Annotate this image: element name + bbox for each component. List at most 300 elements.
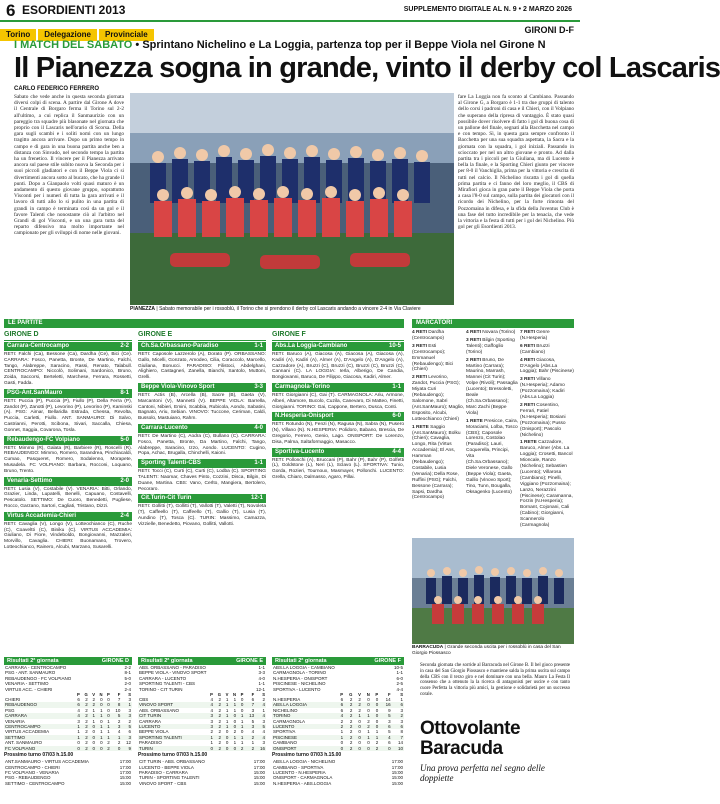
standings-header-cell: P <box>210 692 213 698</box>
table-cell: 1 <box>74 724 81 729</box>
table-cell: 2 <box>362 724 371 729</box>
table-cell: 2 <box>81 702 89 707</box>
table-cell: 15:00 <box>119 780 131 786</box>
table-cell: 1 <box>207 735 214 740</box>
results-table <box>138 665 266 692</box>
standings-table <box>138 692 266 751</box>
table-cell: 5 <box>244 719 255 724</box>
table-cell: 3 <box>255 740 266 745</box>
table-cell: 1 <box>96 713 104 718</box>
table-cell: SPORTIVA <box>272 729 336 734</box>
girone-f-match-4 <box>272 448 404 481</box>
table-cell: SPORTIVA - LUCENTO <box>273 686 321 692</box>
table-cell: 13 <box>244 713 255 718</box>
table-cell: 17:00 <box>391 764 403 770</box>
table-cell: 2 <box>81 697 89 702</box>
standings-header-cell: N <box>366 692 370 698</box>
standings-header-cell: P <box>77 692 80 698</box>
table-cell: 1 <box>336 735 344 740</box>
table-cell: 0 <box>353 735 361 740</box>
match-report: RETI: Falchi (Ca), Bessone (Ca), Dardha (Ce), Bici (Ce). CARRARA: Fosco, Panetta, Bronte, De Martino, Falchi, Tango, Alabreppe, Saracino, Rassi, Renato, Talabull. CENTROCAMPO: Niccolò, Solimani, Sardonico, Bruno, Zoida, Saccorsi, Berteletti, Marchese, Ferrara, Rossetti, Gasti, Fadda. <box>4 352 132 386</box>
standings-header-cell: F <box>388 692 391 698</box>
match-report: RETI: Actis (B), Arcella (B), Sacre (B), Gaeta (V), Marcantoni (V), Mannetti (V). BEPPE VIOLA: Barrella, Cantoni, Nibieri, Emini, Scabbia, Rubicola, Aondo, Sabatini, Bagnato, Ariu, Sebian. VINOVO: Tuccone, Ceriman, Caldi, Bussolo, Mastuiano, Rahm. <box>138 392 266 422</box>
table-cell: SETTIMO - CENTROCAMPO <box>5 780 65 786</box>
table-cell: 2 <box>214 735 222 740</box>
table-cell: 5 <box>121 724 132 729</box>
standings-header-cell: P <box>107 692 110 698</box>
table-cell: 8 <box>392 729 404 734</box>
scorer-names: Cosentino, Ferrari, Fatiel (N.Hesperia); Bosiani (Pozzomaina); Pusso (Onisport); Pascolo (Nichelino) <box>520 402 566 438</box>
article-column-right: fare La Loggia non fa sconto al Cambiano. Passando al Girone G, a Borgaro è 1-1 tra due gruppi di talento dello corsi i padroni di casa e il Chieri, con il Volpiano che superano della ripresa di vantaggio. È stato quasi possibile dover risolvere di fatto i gol di buona cosa di un pallone del finale, segnati alla Bacchetta nel campo e con tempo. Sì, in questa gara sempre confronto il Bacchetta per una sua squadra aspettata, la Sacra e la giornata con la squadra, i gol iniziali. Passando in scioccato per nel un altro giovane e pronto. Ad dalla partita tra i piccoli per la Giuliana, ma di Lucento è bella la finale, e la Sporting Chieri giunto per vincere per 8-0 il Vanchiglia, prima per la vittoria e crescita di tutti nel calcio. Il Nichelino riscatta i gol di quella prima partita e ci fanno del loro meglio, il CBS di Mirafiori gioca in gran parte il Beppe Viola che porta a casa l'8-0 sul campo, sulla partita dei giocatori con il ricordo dei Nichelino, per la forte rimonta del Pozzomaina in difesa, e la sfida della Juventus Club è una fase del tutto incredibile per la tenacia, che vede la vittoria e la festa di tutti per i gol dei Nichelino. Più gol per gli Esordienti 2013. <box>458 94 574 231</box>
match-teams: Abs.La Loggia-Cambiano <box>275 343 348 349</box>
table-cell: 0 <box>371 708 379 713</box>
scorer-entry <box>520 377 574 401</box>
table-cell: 2 <box>207 729 214 734</box>
scorer-goals: 1 RETE <box>520 440 537 446</box>
table-cell: 1 <box>96 708 104 713</box>
table-cell: 0 <box>96 746 104 751</box>
table-cell: 1 <box>229 702 237 707</box>
table-cell: 17:00 <box>119 769 131 775</box>
table-cell: ABS. ORBASSANO <box>138 708 207 713</box>
girone-d-match-2 <box>4 389 132 434</box>
table-cell: 1-1 <box>396 670 403 676</box>
next-round-title: Prossimo turno 07/03 h.15.00 <box>272 752 342 759</box>
table-cell: 7 <box>244 702 255 707</box>
girone-d-column <box>4 330 132 622</box>
table-cell: 3 <box>111 724 122 729</box>
girone-d-match-5 <box>4 512 132 551</box>
match-report: RETI: Gollitti (T), Gollitti (T), Vallotti (T), Valetti (T), Novoleta (T), Caffeello (T), Caffeello (T), Gallio (T), Lusia (T), Aundino (T), Tosca (C). TURIN: Massimo, Camazza, Vizzielle, Benedetto, Piovano, Gollitti, Vallotti. <box>138 504 266 527</box>
table-cell: 2 <box>214 708 222 713</box>
table-cell: 6 <box>379 724 391 729</box>
table-cell: CHIERI <box>4 697 74 702</box>
table-cell: 4 <box>379 735 391 740</box>
table-cell: 1 <box>222 702 229 707</box>
next-round-title: Prossimo turno 07/03 h.15.00 <box>138 752 208 759</box>
table-cell: 6 <box>392 724 404 729</box>
scorer-names: Levorino, Zandot, Puccia (PSG); Miyata Curi (Rebaudengo); Salomone, Sabri (Ant.SanMauro); Maglio, Esposito, Alcubi, Lotteochianco (Chieri) <box>412 375 464 422</box>
table-cell: ABS.LA LOGGIA <box>272 702 336 707</box>
results-title <box>272 657 404 665</box>
table-cell: 3 <box>74 719 81 724</box>
table-cell: CARMAGNOLA <box>272 719 336 724</box>
table-cell: 0 <box>89 729 96 734</box>
photo-caption-team: PIANEZZA <box>130 306 155 312</box>
table-cell: 15:00 <box>391 775 403 781</box>
table-cell: CARRARA - LUCENTO <box>139 675 187 681</box>
table-cell: BEPPE VIOLA <box>138 729 207 734</box>
table-cell: 0 <box>229 724 237 729</box>
table-cell: 6 <box>336 708 344 713</box>
table-cell: 1 <box>104 735 111 740</box>
match-report: RETI: Pollonchi (A), Bruccani (P), Bahr (P), Bahr (P), Golfetti (L), Goldstone (L), Neri (L), Sclavo (L). SPORTIVA: Tunio, Gorda, Rozieri, Tournoux, Masmayer, Pollonchi. LUCENTO: Grella, Chiaro, Dalmasso, Agaro, Pillai. <box>272 457 404 480</box>
kicker-label: I MATCH DEL SABATO <box>14 39 133 51</box>
table-cell: 1 <box>371 735 379 740</box>
scorer-goals: 6 RETI <box>520 343 535 349</box>
table-cell: 2 <box>81 708 89 713</box>
scorer-goals: 3 RETI <box>520 377 535 383</box>
table-cell: 2 <box>344 708 353 713</box>
table-cell: 1 <box>244 740 255 745</box>
girone-e-match-5 <box>138 494 266 527</box>
table-cell: 3 <box>392 708 404 713</box>
standings-table <box>4 692 132 751</box>
scorer-goals: 4 RETI <box>412 330 427 335</box>
table-cell: CIT TURIN <box>138 713 207 718</box>
table-cell: 2 <box>104 746 111 751</box>
table-cell: 0 <box>222 735 229 740</box>
match-score: 8-1 <box>120 389 129 396</box>
table-cell: 0 <box>353 719 361 724</box>
table-cell: 1 <box>336 729 344 734</box>
table-cell: 0 <box>96 740 104 745</box>
scorer-names: Presicce, Caira, Moraciami, Lolba, Tosco (CBS); Caposole Lorenzo, Costolao (Paradiso); Lauri, Coquerella, Principi, Vita (Ch.Sa.Orbassano); Diele Veronese, Gallo (Beppe Viola); Gaeta, Gallio (Vinovo Sport); Tino, Tunn, Bougalla, Oksagenko (Lucento) <box>466 418 518 495</box>
scorer-goals: 4 RETI <box>520 357 535 363</box>
sidebar-subtitle: Una prova perfetta nel segno delle doppiette <box>420 763 545 783</box>
table-row <box>4 746 132 751</box>
table-row <box>4 781 132 786</box>
table-cell: 6 <box>379 740 391 745</box>
table-cell: ONISPORT - CARMAGNOLA <box>273 775 333 781</box>
scorer-entry <box>466 330 518 336</box>
match-score: 2-2 <box>120 343 129 349</box>
table-cell: 4-0 <box>258 675 265 681</box>
barracuda-caption-text: Grande seconda uscita per i rossoblù in casa del San Giorgio Piossasco <box>412 645 561 656</box>
table-cell: PARADISO <box>138 740 207 745</box>
girone-e-match-3 <box>138 424 266 457</box>
match-score: 12-1 <box>250 495 263 502</box>
table-cell: 5 <box>379 713 391 718</box>
table-cell: 3 <box>392 719 404 724</box>
standings-header-cell: N <box>233 692 237 698</box>
table-cell: 17:00 <box>391 759 403 765</box>
table-cell: 0 <box>371 702 379 707</box>
table-cell: 0 <box>371 713 379 718</box>
table-cell: PISCINESE - NICHELINO <box>273 681 326 687</box>
table-cell: 2 <box>214 719 222 724</box>
table-cell: 17:00 <box>119 759 131 765</box>
standings-header-cell: G <box>217 692 222 698</box>
table-cell: CARMAGNOLA - TORINO <box>273 670 327 676</box>
table-cell: 1 <box>96 729 104 734</box>
table-cell: FC VOLPIANO <box>4 746 74 751</box>
table-cell: 0 <box>371 724 379 729</box>
scorer-goals: 7 RETI <box>520 330 535 335</box>
table-cell: 12 <box>121 740 132 745</box>
table-cell: 2 <box>237 746 244 751</box>
scorers-band: MARCATORI <box>412 319 574 328</box>
table-cell: 0 <box>89 740 96 745</box>
team-photo <box>130 93 454 305</box>
table-cell: 4 <box>255 735 266 740</box>
standings-header-cell: N <box>99 692 103 698</box>
table-cell: VENARIA <box>4 719 74 724</box>
table-cell: LUCENTO <box>138 724 207 729</box>
table-cell: 2 <box>371 740 379 745</box>
results-girone-d <box>4 657 132 804</box>
table-cell: CENTROCAMPO <box>4 724 74 729</box>
table-cell: 1 <box>89 708 96 713</box>
supplement-line: SUPPLEMENTO DIGITALE AL N. 9 • 2 MARZO 2026 <box>403 6 572 13</box>
standings-header-cell: G <box>349 692 353 698</box>
table-cell: 2 <box>214 697 222 702</box>
scorer-names: Novara (Torino) <box>482 330 516 335</box>
matches-band: LE PARTITE <box>4 319 404 328</box>
table-cell: 15:00 <box>253 775 265 781</box>
match-teams: Ch.Sa.Orbassano-Paradiso <box>141 343 219 349</box>
standings-table <box>272 692 404 751</box>
table-cell: 2-0 <box>124 681 131 687</box>
scorer-names: Cazzadore, Baruco, Almer (Abs. La Loggia); Crosetti, Bancol Mioncale, Ranzo (Nichelino); Sebastien (Lucento); Villarosa (Cambiano); Pinelli, Viggiano (Pozzomaina); Lanzo, Nerazzini (Piscinese); Caramanna, Forzin (N.Hesperia); Bornant, Cojonani, Cali (Cabino); Giorgianni, Scannerolo (Carmagnola) <box>520 440 573 529</box>
table-cell: 5 <box>111 713 122 718</box>
table-cell: 0 <box>104 708 111 713</box>
table-cell: REBAUDENGO <box>4 702 74 707</box>
scorer-entry <box>466 358 518 417</box>
table-cell: 6 <box>336 702 344 707</box>
table-cell: VIRTUS ACC. - CHIERI <box>5 686 53 692</box>
table-cell: 0 <box>222 740 229 745</box>
match-teams: Carrara-Centrocampo <box>7 343 70 349</box>
match-teams: Carrara-Lucento <box>141 424 188 431</box>
table-cell: 2 <box>336 724 344 729</box>
table-cell: N.HESPERIA <box>272 697 336 702</box>
barracuda-caption: BARRACUDA | Grande seconda uscita per i rossoblù in casa del San Giorgio Piossasco <box>412 645 561 656</box>
standings-body <box>4 697 132 751</box>
table-cell: 1 <box>222 697 229 702</box>
table-cell: 6 <box>244 697 255 702</box>
table-cell: 1 <box>237 719 244 724</box>
next-round-table <box>4 759 132 786</box>
table-row <box>138 746 266 751</box>
scorer-goals: 1 RETE <box>412 424 429 430</box>
table-cell: 0 <box>96 719 104 724</box>
table-cell: 2 <box>392 713 404 718</box>
table-cell: 4 <box>207 697 214 702</box>
table-cell: 4 <box>74 713 81 718</box>
next-round-table <box>138 759 266 786</box>
match-report: RETI: Tocci (C), Curti (C), Curti (C), Lodba (C). SPORTING TALENTI: Naomar, Chaves Pinto, Cozzini, Disca, Bilgin, Di Duane, Martina. CBS: Vano, Cerlto, Mangiera, Bertolero, Pecoraro. <box>138 469 266 492</box>
table-cell: 3 <box>121 708 132 713</box>
scorer-entry <box>520 330 574 342</box>
table-cell: 9 <box>379 708 391 713</box>
standings-header-cell: V <box>92 692 95 698</box>
table-cell: 1 <box>392 697 404 702</box>
table-cell: 1 <box>104 719 111 724</box>
table-cell: 3 <box>255 719 266 724</box>
table-cell: 2 <box>214 740 222 745</box>
table-cell: 0 <box>371 697 379 702</box>
table-cell: 1 <box>89 713 96 718</box>
match-teams: Sportiva-Lucento <box>275 448 325 455</box>
table-cell: 4 <box>207 708 214 713</box>
table-cell: 1 <box>121 702 132 707</box>
table-cell: 2-5 <box>396 681 403 687</box>
table-cell: 0 <box>222 729 229 734</box>
girone-f-title: GIRONE F <box>272 330 404 341</box>
table-cell: 14 <box>392 740 404 745</box>
table-cell: 0 <box>362 746 371 751</box>
table-cell: 2 <box>214 702 222 707</box>
table-cell: 3 <box>121 713 132 718</box>
table-cell: LUCENTO <box>272 724 336 729</box>
results-table <box>272 665 404 692</box>
match-teams: Carmagnola-Torino <box>275 383 330 390</box>
table-cell: 2 <box>344 702 353 707</box>
scorer-goals: 3 RETI <box>412 343 427 349</box>
table-cell: 1 <box>229 708 237 713</box>
table-cell: 0 <box>237 729 244 734</box>
table-cell: 0 <box>362 697 371 702</box>
table-cell: 2 <box>229 729 237 734</box>
match-score: 1-1 <box>392 383 401 390</box>
table-cell: 0 <box>229 719 237 724</box>
table-cell: PSG - ANT. SANMAURO <box>5 670 56 676</box>
table-cell: 12-1 <box>255 686 265 692</box>
table-cell: 2 <box>344 713 353 718</box>
match-teams: Rebaudengo-FC Volpiano <box>7 436 80 443</box>
table-cell: CAMBIANO - SPORTIVA <box>273 764 324 770</box>
table-cell: PSG <box>4 708 74 713</box>
table-cell: 4 <box>336 713 344 718</box>
table-cell: 3 <box>244 724 255 729</box>
table-cell: 7 <box>392 735 404 740</box>
barracuda-photo <box>412 538 574 644</box>
scorers-column-2 <box>466 330 518 536</box>
table-cell: 16 <box>379 702 391 707</box>
table-cell: ABS.LA LOGGIA - CAMBIANO <box>273 665 335 670</box>
table-cell: 2-2 <box>124 665 131 670</box>
table-cell: 1 <box>104 729 111 734</box>
scorer-entry <box>412 344 464 374</box>
girone-d-match-3 <box>4 436 132 475</box>
girone-d-match-1 <box>4 342 132 387</box>
table-cell: VIRTUS ACCADEMIA <box>4 729 74 734</box>
table-cell: 10 <box>111 708 122 713</box>
kicker-text: • Sprintano Nichelino e La Loggia, partenza top per il Beppe Viola nel Girone N <box>135 39 546 51</box>
table-cell: 17:00 <box>253 759 265 765</box>
table-cell: 0 <box>104 713 111 718</box>
table-cell: 1 <box>229 697 237 702</box>
table-cell: REBAUDENGO - FC VOLPIANO <box>5 675 72 681</box>
page-number: 6 <box>6 1 16 20</box>
table-cell: 0 <box>89 735 96 740</box>
scorers-column-1 <box>412 330 464 536</box>
standings-header-cell: F <box>251 692 255 698</box>
table-row <box>272 746 404 751</box>
table-cell: CARRARA <box>4 713 74 718</box>
sidebar-title-line-1: Ottovolante <box>420 718 521 739</box>
match-score: 10-5 <box>388 343 401 349</box>
table-cell: SPORTING TALENTI <box>138 735 207 740</box>
scorer-entry <box>520 344 574 356</box>
table-cell: 0 <box>353 729 361 734</box>
girone-d-title: GIRONE D <box>4 330 132 341</box>
standings-header-cell: V <box>358 692 361 698</box>
table-cell: 8 <box>111 702 122 707</box>
scorer-goals: 2 RETI <box>466 357 481 363</box>
results-group: GIRONE E <box>236 658 263 664</box>
page-header <box>0 0 580 22</box>
table-cell: 3 <box>379 719 391 724</box>
table-cell: 4 <box>111 729 122 734</box>
barracuda-sidebar <box>412 663 574 804</box>
results-group: GIRONE F <box>374 658 401 664</box>
standings-header-cell: P <box>240 692 244 698</box>
match-teams: N.Hesperia-Onisport <box>275 413 334 420</box>
photo-caption: PIANEZZA | Sabato memorabile per i rossoblù, il Torino che si prendono il derby col Lascaris andando a vincere 2-4 in Via Claviere <box>130 306 421 312</box>
table-cell: 4 <box>255 713 266 718</box>
table-cell: 1 <box>362 729 371 734</box>
scorer-entry <box>520 358 574 376</box>
table-cell: 2 <box>89 702 96 707</box>
results-body <box>4 665 132 692</box>
scorer-names: Bruzzi (Cambiano) <box>520 343 550 355</box>
results-girone-f <box>272 657 404 804</box>
table-cell: 1 <box>104 724 111 729</box>
scorer-goals: 2 RETI <box>412 375 427 381</box>
table-cell: 3 <box>207 713 214 718</box>
table-cell: 3 <box>244 708 255 713</box>
table-cell: 1 <box>255 708 266 713</box>
table-cell: 0 <box>229 746 237 751</box>
match-report: RETI: Caposole Lazzerolo (A), Dorato (P). ORBASSANO: Gallo, Micelli, Gonzato, Amodeo, Cilia, Coraccolo, Marcello, Giuliana, Bonucci. PARADISO: Filistoci, Abdelghani, Alighiero, Castagneri, Zanella, Bianchi, Santolo, Muttoni, Grelli. <box>138 352 266 381</box>
table-cell: 3 <box>207 719 214 724</box>
match-report: RETI: De Martino (C), Aodra (C), Bullano (C). CARRARA: Fosco, Panetta, Bronte, Da Martino, Falchi, Tango, Alabreppe, Saracino, Izzo, Aondo. LUCENTO: Cugino, Popa, Achac, Brugalla, Chinchelli, Kaioni. <box>138 433 266 457</box>
table-cell: 4-4 <box>396 686 403 692</box>
sidebar-title-line-2: Baracuda <box>420 738 503 759</box>
match-report: RETI: Giorgianni (C), Gai (T). CARMAGNOLA: Ariu, Armone, Alberi, Altamore, Bucolo, Cuzila, Canevaro, Di Matteo, Finetti, Giorgianni. TORINO: Gai, Cappone, Bertero, Dusca, Conti. <box>272 392 404 410</box>
girone-e-column <box>138 330 266 652</box>
girone-f-match-1 <box>272 342 404 381</box>
table-cell: LUCENTO - N.HESPERIA <box>273 769 326 775</box>
standings-body <box>272 697 404 751</box>
table-cell: 2 <box>81 713 89 718</box>
scorer-entry <box>520 440 574 529</box>
match-score: 4-4 <box>392 448 401 455</box>
table-cell: 0 <box>74 740 81 745</box>
table-cell: 0 <box>336 740 344 745</box>
scorer-entry <box>520 403 574 438</box>
table-cell: 0 <box>353 740 361 745</box>
scorer-goals: 3 RETI <box>466 337 481 343</box>
scorer-entry <box>412 375 464 422</box>
match-score: 2-4 <box>120 512 129 519</box>
table-cell: 1 <box>362 713 371 718</box>
table-cell: 2 <box>244 735 255 740</box>
table-cell: BEPPE VIOLA - VINOVO SPORT <box>139 670 207 676</box>
girone-f-column <box>272 330 404 652</box>
table-cell: 0 <box>111 746 122 751</box>
table-cell: 0 <box>96 702 104 707</box>
match-score: 5-0 <box>120 436 129 443</box>
table-cell: 15:00 <box>253 780 265 786</box>
table-cell: 1 <box>237 735 244 740</box>
table-cell: 1 <box>222 719 229 724</box>
table-cell: ANT.SANMAURO - VIRTUS ACCADEMIA <box>5 759 89 765</box>
table-cell: 2 <box>344 697 353 702</box>
table-cell: 0 <box>89 724 96 729</box>
match-report: RETI: Puccia (P), Puccia (P), Fiullo (P), Della Ferra (P), Zandot (P), Zanotti (P), Levorino (P), Levorino (P), Kaminski (A). PSG: Aimar, Bellaridla Estrada, Chessa, Revolta, Puccia, Carletti, Fiullo. ANT. SANMAURO: Di Salvo, Castrianni, Perotti, Scibona, Sivari, Saccalla, Chiesa, Gonnet, Saggia, Covarona, Tosla. <box>4 398 132 433</box>
table-cell: 2 <box>344 735 353 740</box>
results-body <box>272 665 404 692</box>
table-cell: 1 <box>222 708 229 713</box>
table-cell: 14 <box>379 697 391 702</box>
table-cell: 3 <box>207 724 214 729</box>
scorer-entry <box>412 425 464 502</box>
table-cell: 0 <box>353 724 361 729</box>
results-title <box>4 657 132 665</box>
